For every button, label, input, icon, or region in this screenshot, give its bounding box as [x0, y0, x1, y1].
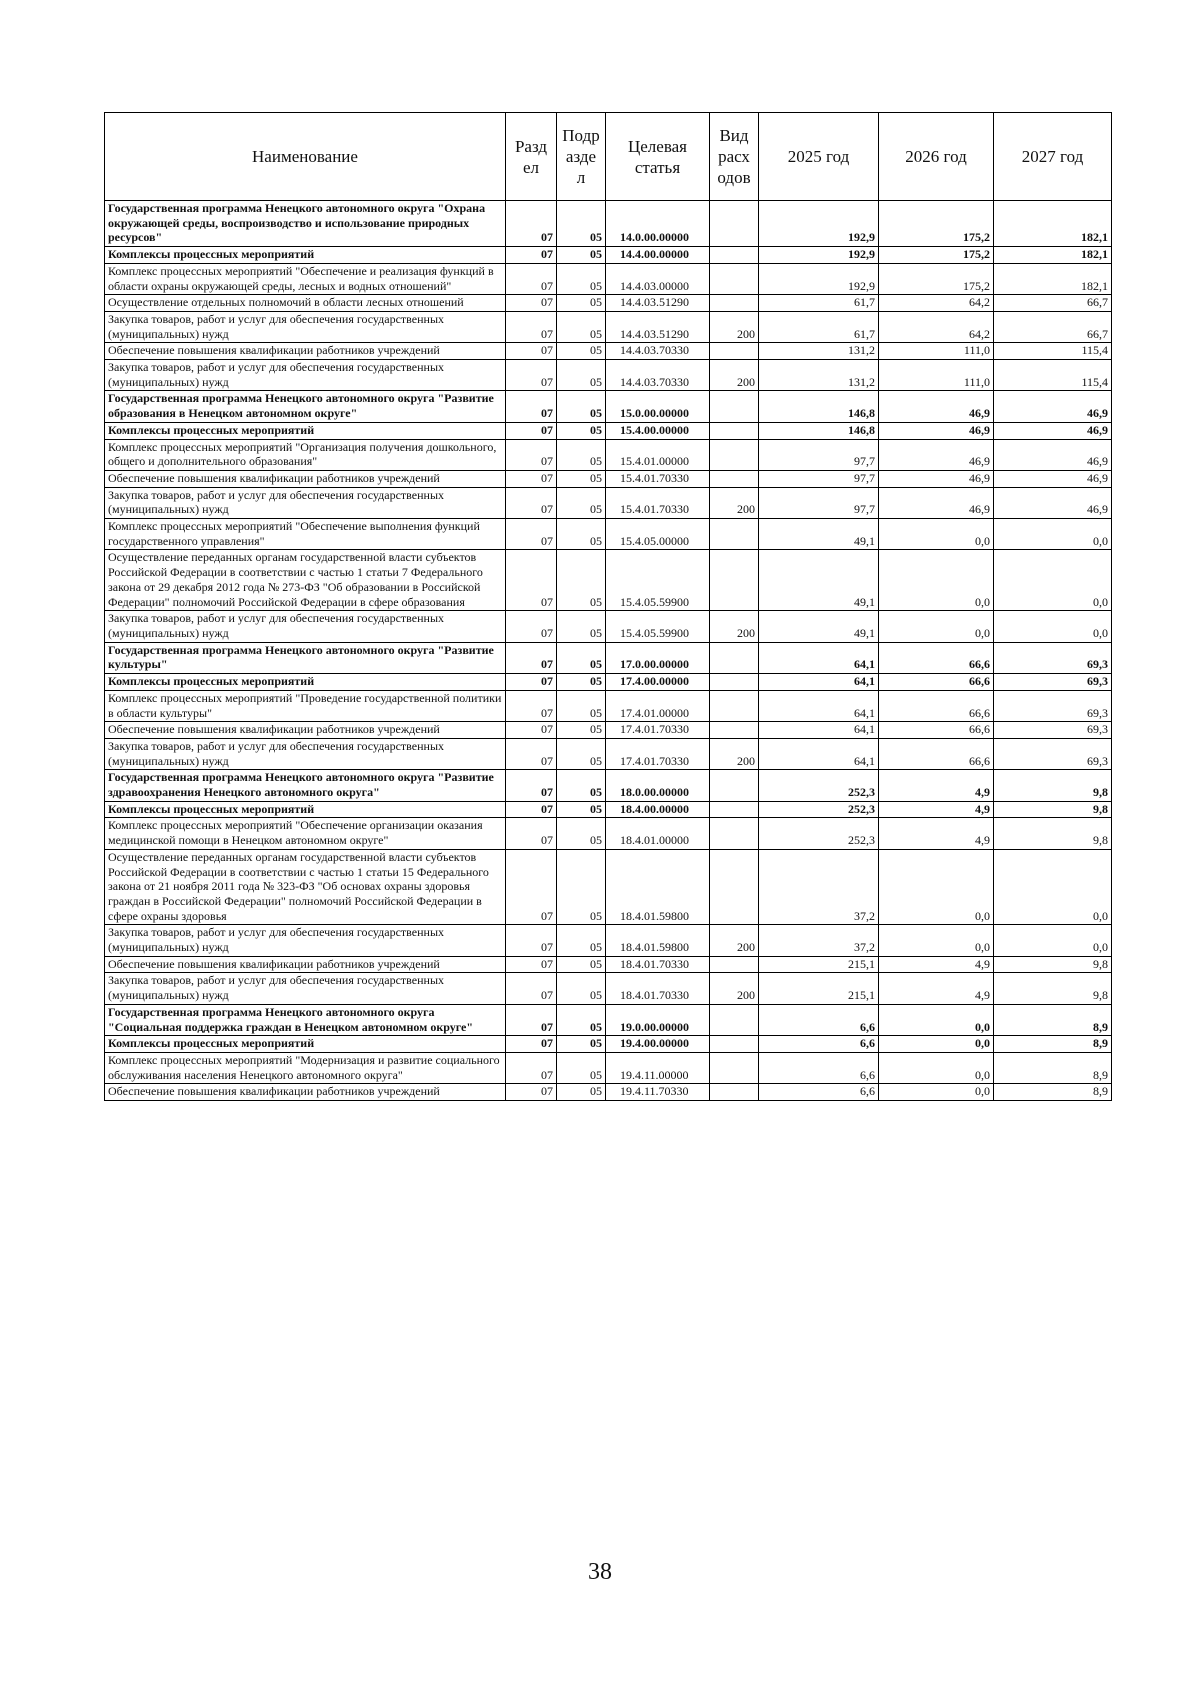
row-subsection: 05 [557, 487, 606, 518]
row-subsection: 05 [557, 818, 606, 849]
row-name: Закупка товаров, работ и услуг для обеспечения государственных (муниципальных) нужд [105, 360, 506, 391]
row-2027: 182,1 [994, 247, 1112, 264]
row-name: Обеспечение повышения квалификации работников учреждений [105, 1084, 506, 1101]
row-expense-type [710, 295, 759, 312]
row-2025: 192,9 [759, 263, 879, 294]
row-target: 18.4.00.00000 [606, 801, 710, 818]
row-2027: 8,9 [994, 1084, 1112, 1101]
table-row [105, 1004, 1112, 1035]
row-subsection: 05 [557, 956, 606, 973]
row-2026: 66,6 [879, 674, 994, 691]
row-2026: 4,9 [879, 956, 994, 973]
row-expense-type [710, 674, 759, 691]
row-name: Закупка товаров, работ и услуг для обеспечения государственных (муниципальных) нужд [105, 925, 506, 956]
row-2026: 66,6 [879, 642, 994, 673]
row-expense-type [710, 849, 759, 925]
table-row [105, 470, 1112, 487]
header-2027: 2027 год [994, 113, 1112, 201]
row-subsection: 05 [557, 360, 606, 391]
row-2026: 66,6 [879, 722, 994, 739]
row-expense-type [710, 470, 759, 487]
row-subsection: 05 [557, 849, 606, 925]
row-2026: 66,6 [879, 738, 994, 769]
row-2026: 46,9 [879, 422, 994, 439]
row-target: 18.4.01.70330 [606, 956, 710, 973]
table-row [105, 343, 1112, 360]
row-2026: 111,0 [879, 360, 994, 391]
row-target: 17.4.01.70330 [606, 722, 710, 739]
row-2026: 0,0 [879, 849, 994, 925]
row-target: 17.4.00.00000 [606, 674, 710, 691]
row-2025: 97,7 [759, 487, 879, 518]
row-2025: 37,2 [759, 849, 879, 925]
table-row [105, 519, 1112, 550]
table-row [105, 247, 1112, 264]
row-name: Комплекс процессных мероприятий "Проведение государственной политики в области культуры" [105, 690, 506, 721]
row-name: Закупка товаров, работ и услуг для обеспечения государственных (муниципальных) нужд [105, 973, 506, 1004]
row-subsection: 05 [557, 343, 606, 360]
row-2025: 64,1 [759, 738, 879, 769]
row-expense-type [710, 818, 759, 849]
table-row [105, 391, 1112, 422]
row-target: 18.4.01.59800 [606, 849, 710, 925]
table-row [105, 642, 1112, 673]
row-2025: 49,1 [759, 611, 879, 642]
row-2025: 6,6 [759, 1036, 879, 1053]
row-target: 14.4.00.00000 [606, 247, 710, 264]
row-section: 07 [506, 674, 557, 691]
row-name: Осуществление переданных органам государственной власти субъектов Российской Федерации в соответствии с частью 1 статьи 7 Федерального закона от 29 декабря 2012 года № 273-ФЗ "Об образовании в Российской Федерации" полномочий Российской Федерации в сфере образования [105, 550, 506, 611]
row-subsection: 05 [557, 247, 606, 264]
row-expense-type: 200 [710, 925, 759, 956]
table-row [105, 738, 1112, 769]
row-section: 07 [506, 422, 557, 439]
row-subsection: 05 [557, 611, 606, 642]
table-row [105, 611, 1112, 642]
row-2026: 0,0 [879, 611, 994, 642]
row-2025: 252,3 [759, 801, 879, 818]
row-target: 14.4.03.51290 [606, 295, 710, 312]
row-2025: 64,1 [759, 642, 879, 673]
row-section: 07 [506, 487, 557, 518]
row-section: 07 [506, 722, 557, 739]
row-2027: 8,9 [994, 1052, 1112, 1083]
row-subsection: 05 [557, 925, 606, 956]
row-section: 07 [506, 439, 557, 470]
row-2025: 61,7 [759, 311, 879, 342]
row-section: 07 [506, 311, 557, 342]
table-row [105, 722, 1112, 739]
row-2027: 8,9 [994, 1036, 1112, 1053]
row-section: 07 [506, 925, 557, 956]
row-name: Обеспечение повышения квалификации работников учреждений [105, 470, 506, 487]
row-2025: 49,1 [759, 519, 879, 550]
row-name: Обеспечение повышения квалификации работников учреждений [105, 722, 506, 739]
row-section: 07 [506, 470, 557, 487]
table-row [105, 550, 1112, 611]
row-name: Комплексы процессных мероприятий [105, 801, 506, 818]
row-expense-type [710, 247, 759, 264]
row-section: 07 [506, 1036, 557, 1053]
row-2026: 4,9 [879, 818, 994, 849]
row-subsection: 05 [557, 439, 606, 470]
header-2026: 2026 год [879, 113, 994, 201]
row-subsection: 05 [557, 201, 606, 247]
row-2026: 64,2 [879, 295, 994, 312]
row-subsection: 05 [557, 690, 606, 721]
row-section: 07 [506, 956, 557, 973]
row-2026: 66,6 [879, 690, 994, 721]
row-name: Комплекс процессных мероприятий "Обеспечение организации оказания медицинской помощи в Ненецком автономном округе" [105, 818, 506, 849]
row-2027: 46,9 [994, 391, 1112, 422]
table-row [105, 1052, 1112, 1083]
row-target: 14.4.03.70330 [606, 360, 710, 391]
row-2025: 64,1 [759, 690, 879, 721]
row-subsection: 05 [557, 422, 606, 439]
header-expense-type: Вид расх одов [710, 113, 759, 201]
budget-table [104, 112, 1112, 1101]
row-subsection: 05 [557, 642, 606, 673]
row-target: 17.4.01.00000 [606, 690, 710, 721]
row-name: Комплексы процессных мероприятий [105, 1036, 506, 1053]
row-2025: 252,3 [759, 818, 879, 849]
row-subsection: 05 [557, 391, 606, 422]
row-name: Комплексы процессных мероприятий [105, 247, 506, 264]
row-section: 07 [506, 849, 557, 925]
row-subsection: 05 [557, 1052, 606, 1083]
header-name: Наименование [105, 113, 506, 201]
row-2027: 182,1 [994, 201, 1112, 247]
row-section: 07 [506, 360, 557, 391]
row-section: 07 [506, 1084, 557, 1101]
row-2025: 64,1 [759, 722, 879, 739]
header-row [105, 113, 1112, 201]
table-row [105, 973, 1112, 1004]
row-target: 14.0.00.00000 [606, 201, 710, 247]
row-section: 07 [506, 247, 557, 264]
row-2027: 9,8 [994, 770, 1112, 801]
row-name: Комплексы процессных мероприятий [105, 674, 506, 691]
row-name: Осуществление переданных органам государственной власти субъектов Российской Федерации в соответствии с частью 1 статьи 15 Федерального закона от 21 ноября 2011 года № 323-ФЗ "Об основах охраны здоровья граждан в Российской Федерации" полномочий Российской Федерации в сфере охраны здоровья [105, 849, 506, 925]
row-section: 07 [506, 642, 557, 673]
row-name: Осуществление отдельных полномочий в области лесных отношений [105, 295, 506, 312]
row-target: 15.4.01.70330 [606, 470, 710, 487]
row-subsection: 05 [557, 295, 606, 312]
row-2027: 69,3 [994, 738, 1112, 769]
table-row [105, 439, 1112, 470]
table-row [105, 801, 1112, 818]
row-2025: 192,9 [759, 201, 879, 247]
row-2027: 0,0 [994, 611, 1112, 642]
row-2026: 46,9 [879, 391, 994, 422]
row-subsection: 05 [557, 550, 606, 611]
table-row [105, 422, 1112, 439]
row-section: 07 [506, 611, 557, 642]
row-subsection: 05 [557, 1004, 606, 1035]
row-target: 19.4.11.00000 [606, 1052, 710, 1083]
row-target: 15.4.01.70330 [606, 487, 710, 518]
row-expense-type [710, 439, 759, 470]
row-2027: 182,1 [994, 263, 1112, 294]
table-row [105, 311, 1112, 342]
row-target: 15.4.05.59900 [606, 550, 710, 611]
row-expense-type [710, 801, 759, 818]
row-2025: 252,3 [759, 770, 879, 801]
row-section: 07 [506, 738, 557, 769]
row-2025: 97,7 [759, 470, 879, 487]
row-target: 19.4.00.00000 [606, 1036, 710, 1053]
row-2025: 6,6 [759, 1052, 879, 1083]
row-target: 14.4.03.51290 [606, 311, 710, 342]
row-name: Комплекс процессных мероприятий "Организация получения дошкольного, общего и дополнительного образования" [105, 439, 506, 470]
row-subsection: 05 [557, 738, 606, 769]
row-section: 07 [506, 263, 557, 294]
row-expense-type: 200 [710, 311, 759, 342]
row-name: Комплексы процессных мероприятий [105, 422, 506, 439]
table-row [105, 263, 1112, 294]
table-row [105, 674, 1112, 691]
row-subsection: 05 [557, 722, 606, 739]
row-2027: 9,8 [994, 818, 1112, 849]
table-row [105, 849, 1112, 925]
row-name: Государственная программа Ненецкого автономного округа "Развитие образования в Ненецком автономном округе" [105, 391, 506, 422]
row-target: 19.4.11.70330 [606, 1084, 710, 1101]
row-2025: 215,1 [759, 956, 879, 973]
table-row [105, 360, 1112, 391]
row-expense-type [710, 1036, 759, 1053]
row-2026: 46,9 [879, 439, 994, 470]
row-section: 07 [506, 343, 557, 360]
row-name: Закупка товаров, работ и услуг для обеспечения государственных (муниципальных) нужд [105, 611, 506, 642]
row-expense-type: 200 [710, 487, 759, 518]
row-2027: 66,7 [994, 311, 1112, 342]
row-target: 15.4.05.00000 [606, 519, 710, 550]
header-2025: 2025 год [759, 113, 879, 201]
row-2025: 131,2 [759, 360, 879, 391]
row-2027: 69,3 [994, 674, 1112, 691]
row-2026: 175,2 [879, 247, 994, 264]
row-expense-type: 200 [710, 360, 759, 391]
page-number: 38 [588, 1559, 612, 1585]
row-2027: 0,0 [994, 550, 1112, 611]
row-name: Закупка товаров, работ и услуг для обеспечения государственных (муниципальных) нужд [105, 487, 506, 518]
row-section: 07 [506, 1004, 557, 1035]
row-2027: 69,3 [994, 690, 1112, 721]
row-target: 19.0.00.00000 [606, 1004, 710, 1035]
row-2027: 0,0 [994, 925, 1112, 956]
row-2027: 0,0 [994, 519, 1112, 550]
row-2025: 146,8 [759, 391, 879, 422]
row-2026: 0,0 [879, 519, 994, 550]
row-subsection: 05 [557, 801, 606, 818]
row-section: 07 [506, 973, 557, 1004]
row-name: Комплекс процессных мероприятий "Обеспечение и реализация функций в области охраны окружающей среды, лесных и водных отношений" [105, 263, 506, 294]
row-section: 07 [506, 1052, 557, 1083]
row-expense-type [710, 263, 759, 294]
row-expense-type [710, 1052, 759, 1083]
table-row [105, 201, 1112, 247]
table-row [105, 818, 1112, 849]
table-row [105, 956, 1112, 973]
row-2026: 0,0 [879, 1084, 994, 1101]
row-name: Комплекс процессных мероприятий "Модернизация и развитие социального обслуживания населения Ненецкого автономного округа" [105, 1052, 506, 1083]
header-subsection: Подр азде л [557, 113, 606, 201]
row-expense-type [710, 1084, 759, 1101]
row-2026: 4,9 [879, 801, 994, 818]
row-subsection: 05 [557, 263, 606, 294]
table-row [105, 925, 1112, 956]
row-2026: 0,0 [879, 1004, 994, 1035]
row-2025: 192,9 [759, 247, 879, 264]
row-name: Государственная программа Ненецкого автономного округа "Социальная поддержка граждан в Ненецком автономном округе" [105, 1004, 506, 1035]
row-expense-type [710, 422, 759, 439]
row-expense-type [710, 642, 759, 673]
table-row [105, 690, 1112, 721]
row-2026: 4,9 [879, 973, 994, 1004]
row-expense-type [710, 343, 759, 360]
row-expense-type [710, 956, 759, 973]
row-2027: 69,3 [994, 642, 1112, 673]
row-name: Комплекс процессных мероприятий "Обеспечение выполнения функций государственного управления" [105, 519, 506, 550]
row-2025: 6,6 [759, 1004, 879, 1035]
row-2026: 0,0 [879, 925, 994, 956]
row-target: 15.4.01.00000 [606, 439, 710, 470]
header-target: Целевая статья [606, 113, 710, 201]
row-2026: 46,9 [879, 487, 994, 518]
row-2025: 131,2 [759, 343, 879, 360]
row-subsection: 05 [557, 311, 606, 342]
row-2025: 97,7 [759, 439, 879, 470]
row-2027: 8,9 [994, 1004, 1112, 1035]
row-name: Государственная программа Ненецкого автономного округа "Развитие культуры" [105, 642, 506, 673]
table-row [105, 770, 1112, 801]
row-subsection: 05 [557, 519, 606, 550]
row-2026: 0,0 [879, 1052, 994, 1083]
row-section: 07 [506, 519, 557, 550]
row-target: 17.0.00.00000 [606, 642, 710, 673]
row-2027: 9,8 [994, 801, 1112, 818]
row-target: 14.4.03.00000 [606, 263, 710, 294]
row-2027: 115,4 [994, 360, 1112, 391]
row-expense-type [710, 519, 759, 550]
row-expense-type [710, 722, 759, 739]
row-name: Обеспечение повышения квалификации работников учреждений [105, 343, 506, 360]
row-expense-type [710, 1004, 759, 1035]
table-row [105, 1036, 1112, 1053]
row-target: 14.4.03.70330 [606, 343, 710, 360]
row-target: 15.0.00.00000 [606, 391, 710, 422]
row-target: 18.4.01.00000 [606, 818, 710, 849]
row-2027: 46,9 [994, 439, 1112, 470]
row-expense-type [710, 201, 759, 247]
row-expense-type: 200 [710, 973, 759, 1004]
row-2027: 46,9 [994, 470, 1112, 487]
row-2025: 64,1 [759, 674, 879, 691]
row-expense-type [710, 391, 759, 422]
row-name: Государственная программа Ненецкого автономного округа "Охрана окружающей среды, воспроизводство и использование природных ресурсов" [105, 201, 506, 247]
row-2027: 66,7 [994, 295, 1112, 312]
row-2027: 0,0 [994, 849, 1112, 925]
row-expense-type [710, 550, 759, 611]
row-2025: 146,8 [759, 422, 879, 439]
row-section: 07 [506, 801, 557, 818]
row-expense-type: 200 [710, 611, 759, 642]
row-2026: 0,0 [879, 1036, 994, 1053]
row-subsection: 05 [557, 674, 606, 691]
row-target: 18.4.01.59800 [606, 925, 710, 956]
row-name: Закупка товаров, работ и услуг для обеспечения государственных (муниципальных) нужд [105, 311, 506, 342]
row-2025: 215,1 [759, 973, 879, 1004]
row-section: 07 [506, 818, 557, 849]
row-2026: 46,9 [879, 470, 994, 487]
row-2027: 9,8 [994, 973, 1112, 1004]
row-section: 07 [506, 201, 557, 247]
row-section: 07 [506, 770, 557, 801]
row-subsection: 05 [557, 470, 606, 487]
table-row [105, 1084, 1112, 1101]
row-target: 15.4.05.59900 [606, 611, 710, 642]
row-target: 18.4.01.70330 [606, 973, 710, 1004]
row-section: 07 [506, 690, 557, 721]
row-expense-type [710, 770, 759, 801]
row-2025: 37,2 [759, 925, 879, 956]
row-section: 07 [506, 391, 557, 422]
row-section: 07 [506, 550, 557, 611]
row-2027: 115,4 [994, 343, 1112, 360]
row-section: 07 [506, 295, 557, 312]
row-target: 18.0.00.00000 [606, 770, 710, 801]
row-2026: 0,0 [879, 550, 994, 611]
row-2025: 49,1 [759, 550, 879, 611]
table-row [105, 295, 1112, 312]
row-expense-type: 200 [710, 738, 759, 769]
row-target: 17.4.01.70330 [606, 738, 710, 769]
row-2025: 6,6 [759, 1084, 879, 1101]
row-2026: 111,0 [879, 343, 994, 360]
row-2027: 69,3 [994, 722, 1112, 739]
row-2027: 9,8 [994, 956, 1112, 973]
row-name: Обеспечение повышения квалификации работников учреждений [105, 956, 506, 973]
row-2026: 64,2 [879, 311, 994, 342]
row-subsection: 05 [557, 1036, 606, 1053]
row-2025: 61,7 [759, 295, 879, 312]
row-subsection: 05 [557, 973, 606, 1004]
row-2027: 46,9 [994, 487, 1112, 518]
header-section: Разд ел [506, 113, 557, 201]
table-row [105, 487, 1112, 518]
row-expense-type [710, 690, 759, 721]
row-2027: 46,9 [994, 422, 1112, 439]
row-subsection: 05 [557, 770, 606, 801]
row-2026: 175,2 [879, 263, 994, 294]
row-2026: 175,2 [879, 201, 994, 247]
row-target: 15.4.00.00000 [606, 422, 710, 439]
row-name: Закупка товаров, работ и услуг для обеспечения государственных (муниципальных) нужд [105, 738, 506, 769]
row-2026: 4,9 [879, 770, 994, 801]
row-name: Государственная программа Ненецкого автономного округа "Развитие здравоохранения Ненецкого автономного округа" [105, 770, 506, 801]
row-subsection: 05 [557, 1084, 606, 1101]
